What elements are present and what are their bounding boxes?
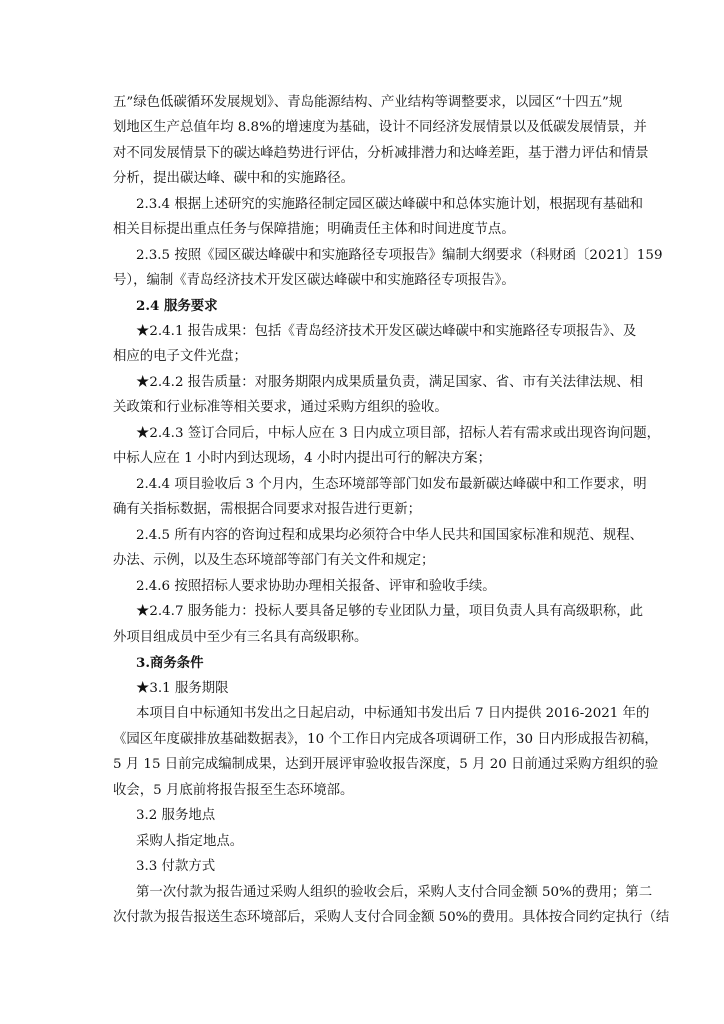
text-line: 采购人指定地点。 [136, 834, 244, 849]
text-line: 收会，5 月底前将报告报至生态环境部。 [113, 783, 354, 798]
text-line: ★2.4.2 报告质量：对服务期限内成果质量负责，满足国家、省、市有关法律法规、相 [136, 375, 643, 390]
text-line: 5 月 15 日前完成编制成果，达到开展评审验收报告深度，5 月 20 日前通过采购方组织的验 [113, 757, 659, 772]
text-line: 本项目自中标通知书发出之日起启动，中标通知书发出后 7 日内提供 2016-2021 年的 [136, 706, 650, 721]
subsection-heading: 3.2 服务地点 [136, 808, 216, 823]
section-heading: 3.商务条件 [136, 655, 204, 671]
text-line: 次付款为报告报送生态环境部后，采购人支付合同金额 50%的费用。具体按合同约定执行（结 [113, 910, 670, 925]
text-line: 外项目组成员中至少有三名具有高级职称。 [113, 630, 368, 645]
subsection-heading: ★3.1 服务期限 [136, 681, 229, 696]
text-line: 《园区年度碳排放基础数据表》，10 个工作日内完成各项调研工作，30 日内形成报告初稿， [113, 732, 658, 747]
text-line: 号），编制《青岛经济技术开发区碳达峰碳中和实施路径专项报告》。 [113, 273, 515, 288]
text-line: ★2.4.3 签订合同后，中标人应在 3 日内成立项目部，招标人若有需求或出现咨询问题， [136, 426, 661, 441]
text-line: 分析，提出碳达峰、碳中和的实施路径。 [113, 171, 355, 186]
text-line: 中标人应在 1 小时内到达现场，4 小时内提出可行的解决方案； [113, 451, 491, 466]
text-line: 对不同发展情景下的碳达峰趋势进行评估，分析减排潜力和达峰差距，基于潜力评估和情景 [113, 146, 649, 161]
text-line: 关政策和行业标准等相关要求，通过采购方组织的验收。 [113, 400, 448, 415]
text-line: 第一次付款为报告通过采购人组织的验收会后，采购人支付合同金额 50%的费用；第二 [136, 885, 653, 900]
text-line: 相应的电子文件光盘； [113, 349, 247, 364]
text-line: 2.4.4 项目验收后 3 个月内，生态环境部等部门如发布最新碳达峰碳中和工作要求，明 [136, 477, 647, 492]
text-line: 2.3.4 根据上述研究的实施路径制定园区碳达峰碳中和总体实施计划，根据现有基础和 [136, 197, 643, 212]
text-line: 2.4.5 所有内容的咨询过程和成果均必须符合中华人民共和国国家标准和规范、规程、 [136, 528, 643, 543]
text-line: 相关目标提出重点任务与保障措施；明确责任主体和时间进度节点。 [113, 222, 515, 237]
text-line: ★2.4.7 服务能力：投标人要具备足够的专业团队力量，项目负责人具有高级职称，此 [136, 604, 643, 619]
text-line: ★2.4.1 报告成果：包括《青岛经济技术开发区碳达峰碳中和实施路径专项报告》、及 [136, 324, 637, 339]
text-line: 确有关指标数据，需根据合同要求对报告进行更新； [113, 502, 421, 517]
text-line: 办法、示例，以及生态环境部等部门有关文件和规定； [113, 553, 435, 568]
text-line: 2.3.5 按照《园区碳达峰碳中和实施路径专项报告》编制大纲要求（科财函〔2021〕159 [136, 248, 663, 263]
text-line: 划地区生产总值年均 8.8%的增速度为基础，设计不同经济发展情景以及低碳发展情景，并 [113, 120, 647, 135]
text-line: 2.4.6 按照招标人要求协助办理相关报备、评审和验收手续。 [136, 579, 496, 594]
subsection-heading: 3.3 付款方式 [136, 859, 216, 874]
text-line: 五”绿色低碳循环发展规划》、青岛能源结构、产业结构等调整要求，以园区“十四五”规 [113, 95, 623, 110]
section-heading: 2.4 服务要求 [136, 298, 218, 314]
